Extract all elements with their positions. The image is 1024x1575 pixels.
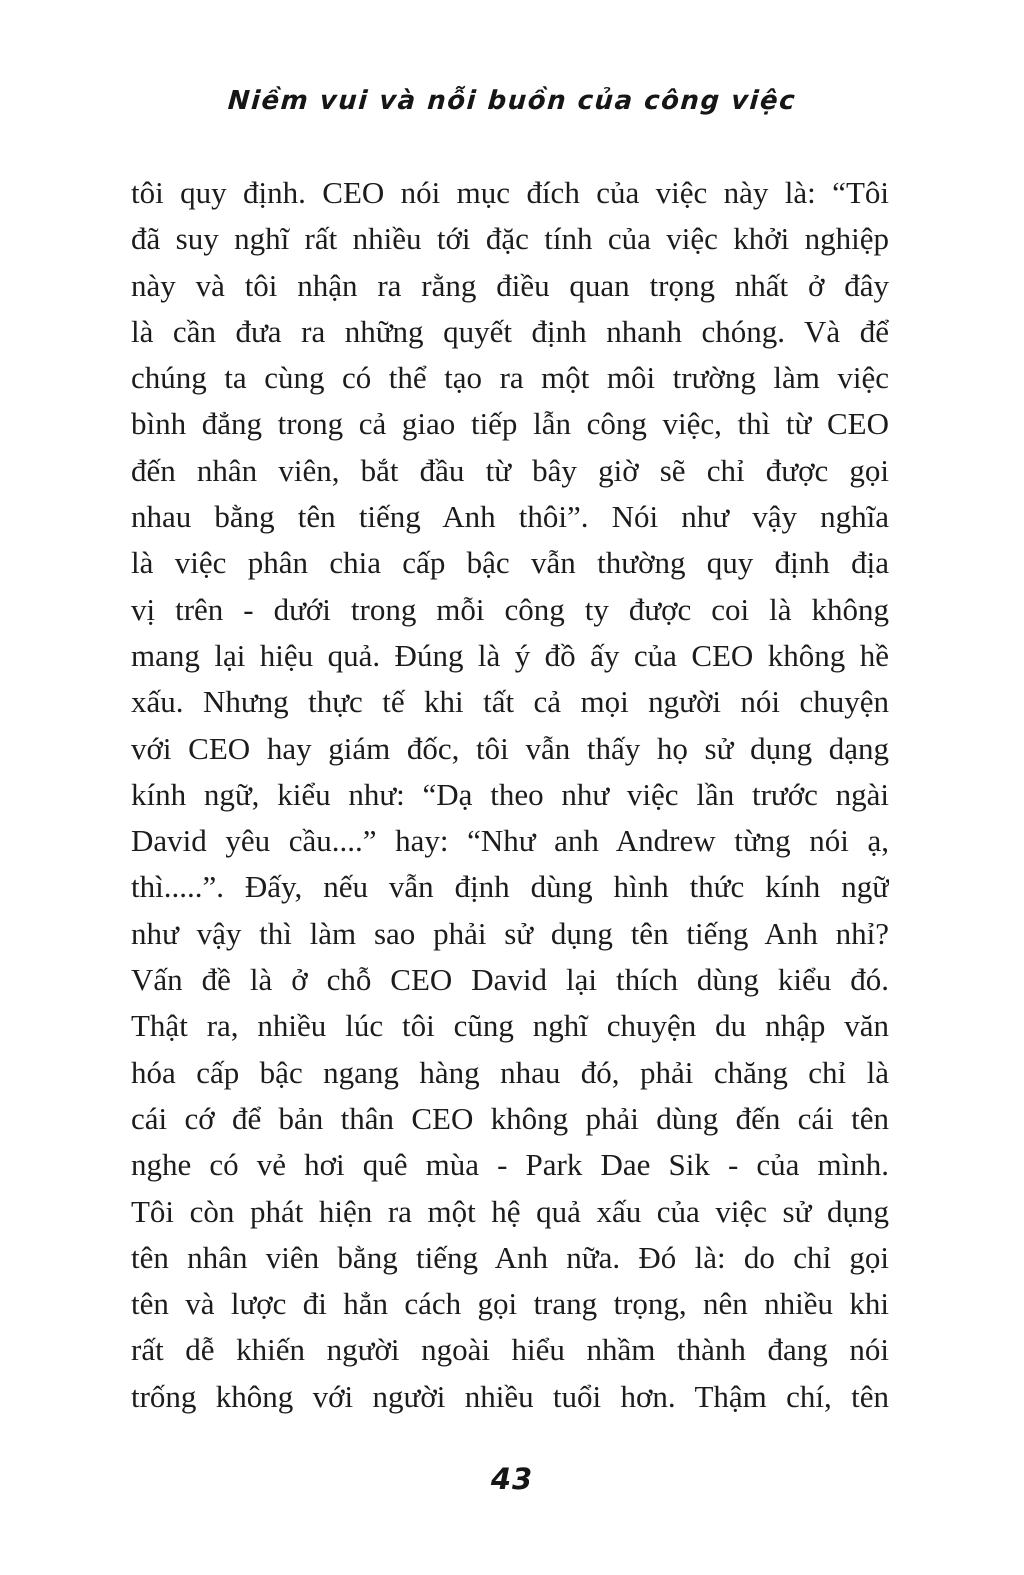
body-line: chúng ta cùng có thể tạo ra một môi trường làm việc: [131, 360, 889, 396]
body-line: cái cớ để bản thân CEO không phải dùng đến cái tên: [131, 1100, 889, 1136]
body-line: kính ngữ, kiểu như: “Dạ theo như việc lần trước ngài: [131, 776, 889, 812]
body-line: hóa cấp bậc ngang hàng nhau đó, phải chăng chỉ là: [131, 1054, 889, 1090]
body-line: với CEO hay giám đốc, tôi vẫn thấy họ sử dụng dạng: [131, 730, 889, 766]
body-paragraph: [131, 170, 889, 1420]
body-line: tôi quy định. CEO nói mục đích của việc này là: “Tôi: [131, 175, 889, 210]
body-line: trống không với người nhiều tuổi hơn. Thậm chí, tên: [131, 1378, 889, 1414]
running-head: Niềm vui và nỗi buồn của công việc: [226, 86, 798, 116]
body-line: tên và lược đi hẳn cách gọi trang trọng, nên nhiều khi: [131, 1286, 889, 1322]
body-line: David yêu cầu....” hay: “Như anh Andrew từng nói ạ,: [131, 823, 889, 859]
body-line: rất dễ khiến người ngoài hiểu nhầm thành đang nói: [131, 1332, 889, 1368]
body-line: thì.....”. Đấy, nếu vẫn định dùng hình thức kính ngữ: [131, 869, 889, 905]
page-number: 43: [490, 1462, 534, 1496]
body-line: Thật ra, nhiều lúc tôi cũng nghĩ chuyện du nhập văn: [131, 1008, 889, 1044]
body-line: Vấn đề là ở chỗ CEO David lại thích dùng kiểu đó.: [131, 962, 889, 998]
body-line: này và tôi nhận ra rằng điều quan trọng nhất ở đây: [131, 267, 889, 303]
body-line: như vậy thì làm sao phải sử dụng tên tiếng Anh nhỉ?: [131, 915, 889, 951]
body-line: nhau bằng tên tiếng Anh thôi”. Nói như vậy nghĩa: [131, 499, 889, 535]
body-line: nghe có vẻ hơi quê mùa - Park Dae Sik - của mình.: [131, 1147, 889, 1183]
body-line: mang lại hiệu quả. Đúng là ý đồ ấy của CEO không hề: [131, 637, 889, 673]
body-line: đã suy nghĩ rất nhiều tới đặc tính của việc khởi nghiệp: [131, 221, 889, 257]
body-line: xấu. Nhưng thực tế khi tất cả mọi người nói chuyện: [131, 684, 889, 720]
body-line: là cần đưa ra những quyết định nhanh chóng. Và để: [131, 313, 889, 349]
body-line: Tôi còn phát hiện ra một hệ quả xấu của việc sử dụng: [131, 1193, 889, 1229]
body-line: vị trên - dưới trong mỗi công ty được coi là không: [131, 591, 889, 627]
body-line: tên nhân viên bằng tiếng Anh nữa. Đó là: do chỉ gọi: [131, 1239, 889, 1275]
body-line: là việc phân chia cấp bậc vẫn thường quy định địa: [131, 545, 889, 581]
body-line: bình đẳng trong cả giao tiếp lẫn công việc, thì từ CEO: [131, 406, 889, 442]
body-line: đến nhân viên, bắt đầu từ bây giờ sẽ chỉ được gọi: [131, 452, 889, 488]
